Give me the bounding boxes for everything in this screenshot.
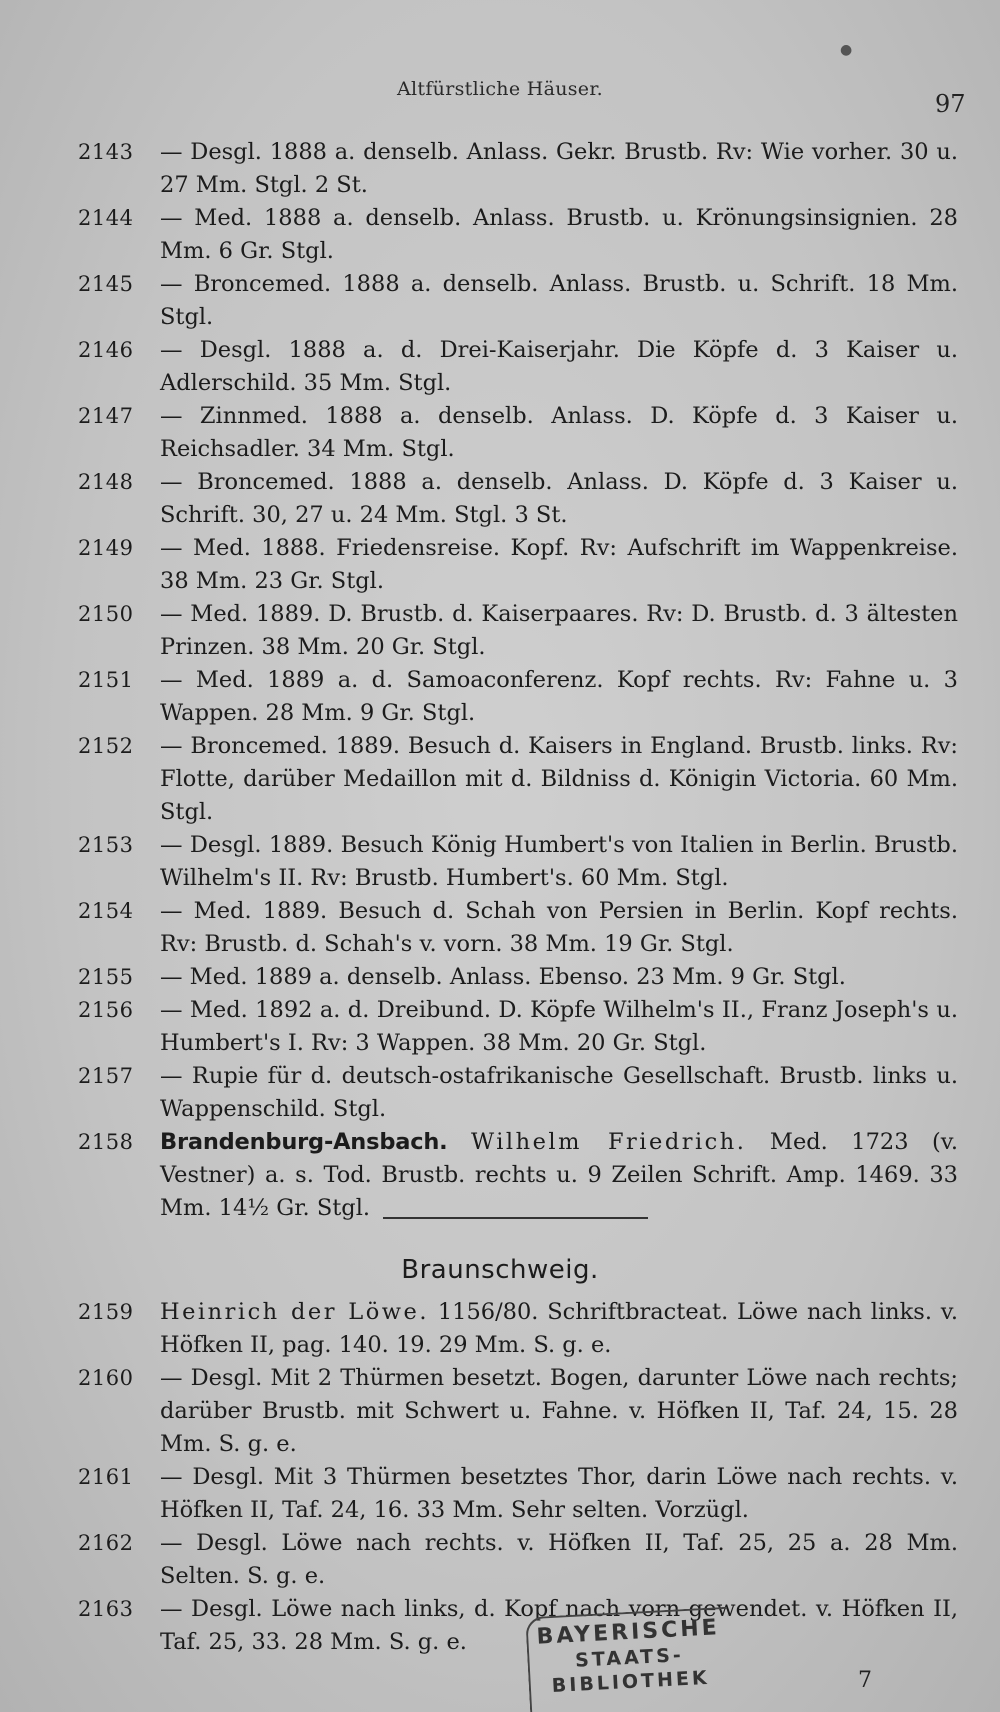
entry-text: — Rupie für d. deutsch-ostafrikanische Gesellschaft. Brustb. links u. Wappenschild. Stgl.: [160, 1063, 958, 1122]
section-divider: [383, 1217, 648, 1219]
library-stamp: [525, 1607, 733, 1712]
entry-number: 2143: [78, 140, 134, 164]
entry-text: — Desgl. Mit 3 Thürmen besetztes Thor, darin Löwe nach rechts. v. Höfken II, Taf. 24, 16. 33 Mm. Sehr selten. Vorzügl.: [160, 1464, 958, 1523]
entry-number: 2144: [78, 206, 134, 230]
catalogue-entry: [78, 1296, 958, 1362]
stamp-line: BAYERISCHE: [536, 1615, 721, 1650]
catalogue-entry: [78, 268, 958, 334]
catalogue-entry: [78, 1461, 958, 1527]
entry-number: 2154: [78, 899, 134, 923]
entry-text: Med. 1723 (v. Vestner) a. s. Tod. Brustb. rechts u. 9 Zeilen Schrift. Amp. 1469. 33 Mm. 14½ Gr. Stgl.: [160, 1129, 959, 1221]
ruler-name: Heinrich der Löwe.: [160, 1299, 429, 1325]
catalogue-entry: [78, 730, 958, 829]
catalogue-entry: [78, 664, 958, 730]
printer-signature-mark: 7: [858, 1668, 872, 1693]
catalogue-entry: [78, 994, 958, 1060]
entry-text: — Desgl. Mit 2 Thürmen besetzt. Bogen, darunter Löwe nach rechts; darüber Brustb. mit Schwert u. Fahne. v. Höfken II, Taf. 24, 15. 28 Mm. S. g. e.: [160, 1365, 958, 1457]
entry-number: 2158: [78, 1130, 134, 1154]
catalogue-entries: [78, 136, 958, 1225]
entry-number: 2148: [78, 470, 134, 494]
catalogue-entry: [78, 334, 958, 400]
ink-speck: ●: [840, 42, 853, 58]
catalogue-entry: [78, 1060, 958, 1126]
entry-text: — Zinnmed. 1888 a. denselb. Anlass. D. Köpfe d. 3 Kaiser u. Reichsadler. 34 Mm. Stgl.: [160, 403, 958, 462]
entry-text: — Desgl. 1889. Besuch König Humbert's von Italien in Berlin. Brustb. Wilhelm's II. Rv: Brustb. Humbert's. 60 Mm. Stgl.: [160, 832, 958, 891]
entry-number: 2163: [78, 1597, 134, 1621]
entry-number: 2150: [78, 602, 134, 626]
page-number: 97: [935, 90, 966, 118]
catalogue-entry: [78, 1527, 958, 1593]
catalogue-entry: [78, 202, 958, 268]
catalogue-entries-braunschweig: [78, 1296, 958, 1659]
entry-number: 2153: [78, 833, 134, 857]
catalogue-entry: [78, 1593, 958, 1659]
entry-number: 2161: [78, 1465, 134, 1489]
entry-text: — Broncemed. 1888 a. denselb. Anlass. D. Köpfe d. 3 Kaiser u. Schrift. 30, 27 u. 24 Mm. Stgl. 3 St.: [160, 469, 958, 528]
entry-text: — Med. 1889. D. Brustb. d. Kaiserpaares. Rv: D. Brustb. d. 3 ältesten Prinzen. 38 Mm. 20 Gr. Stgl.: [160, 601, 958, 660]
stamp-line: STAATS-: [574, 1644, 685, 1672]
entry-number: 2157: [78, 1064, 134, 1088]
entry-number: 2160: [78, 1366, 134, 1390]
house-heading: Brandenburg-Ansbach.: [160, 1129, 448, 1155]
entry-number: 2145: [78, 272, 134, 296]
entry-text: — Med. 1889 a. d. Samoaconferenz. Kopf rechts. Rv: Fahne u. 3 Wappen. 28 Mm. 9 Gr. Stgl.: [160, 667, 958, 726]
catalogue-entry: [78, 598, 958, 664]
entry-text: — Med. 1892 a. d. Dreibund. D. Köpfe Wilhelm's II., Franz Joseph's u. Humbert's I. Rv: 3 Wappen. 38 Mm. 20 Gr. Stgl.: [160, 997, 958, 1056]
catalogue-entry: [78, 961, 958, 994]
stamp-line: BIBLIOTHEK: [551, 1666, 711, 1698]
entry-text: — Broncemed. 1889. Besuch d. Kaisers in England. Brustb. links. Rv: Flotte, darüber Medaillon mit d. Bildniss d. Königin Victoria. 60 Mm. Stgl.: [160, 733, 958, 825]
entry-text: — Med. 1889. Besuch d. Schah von Persien in Berlin. Kopf rechts. Rv: Brustb. d. Schah's v. vorn. 38 Mm. 19 Gr. Stgl.: [160, 898, 958, 957]
catalogue-entry: [78, 829, 958, 895]
entry-text: — Med. 1889 a. denselb. Anlass. Ebenso. 23 Mm. 9 Gr. Stgl.: [160, 964, 846, 990]
entry-text: — Desgl. 1888 a. d. Drei-Kaiserjahr. Die Köpfe d. 3 Kaiser u. Adlerschild. 35 Mm. Stgl.: [160, 337, 958, 396]
entry-text: — Med. 1888 a. denselb. Anlass. Brustb. u. Krönungsinsignien. 28 Mm. 6 Gr. Stgl.: [160, 205, 958, 264]
catalogue-entry: [78, 136, 958, 202]
catalogue-entry: [78, 1362, 958, 1461]
entry-text: — Desgl. Löwe nach rechts. v. Höfken II, Taf. 25, 25 a. 28 Mm. Selten. S. g. e.: [160, 1530, 958, 1589]
entry-text: — Med. 1888. Friedensreise. Kopf. Rv: Aufschrift im Wappenkreise. 38 Mm. 23 Gr. Stgl.: [160, 535, 958, 594]
section-title: Braunschweig.: [401, 1255, 599, 1285]
entry-number: 2149: [78, 536, 134, 560]
entry-text: — Desgl. Löwe nach links, d. Kopf nach vorn gewendet. v. Höfken II, Taf. 25, 33. 28 Mm. S. g. e.: [160, 1596, 958, 1655]
entry-number: 2162: [78, 1531, 134, 1555]
entry-number: 2151: [78, 668, 134, 692]
entry-number: 2146: [78, 338, 134, 362]
entry-number: 2155: [78, 965, 134, 989]
entry-number: 2159: [78, 1300, 134, 1324]
entry-text: 1156/80. Schriftbracteat. Löwe nach links. v. Höfken II, pag. 140. 19. 29 Mm. S. g. e.: [160, 1299, 958, 1358]
catalogue-entry: [78, 532, 958, 598]
entry-number: 2147: [78, 404, 134, 428]
catalogue-entry: [78, 400, 958, 466]
ruler-name: Wilhelm Friedrich.: [471, 1129, 747, 1155]
entry-text: — Broncemed. 1888 a. denselb. Anlass. Brustb. u. Schrift. 18 Mm. Stgl.: [160, 271, 958, 330]
entry-number: 2152: [78, 734, 134, 758]
catalogue-entry: [78, 895, 958, 961]
catalogue-entry: [78, 466, 958, 532]
running-head: Altfürstliche Häuser.: [397, 78, 603, 100]
entry-number: 2156: [78, 998, 134, 1022]
catalogue-entry-brandenburg-ansbach: [78, 1126, 958, 1225]
entry-text: — Desgl. 1888 a. denselb. Anlass. Gekr. Brustb. Rv: Wie vorher. 30 u. 27 Mm. Stgl. 2 St.: [160, 139, 958, 198]
